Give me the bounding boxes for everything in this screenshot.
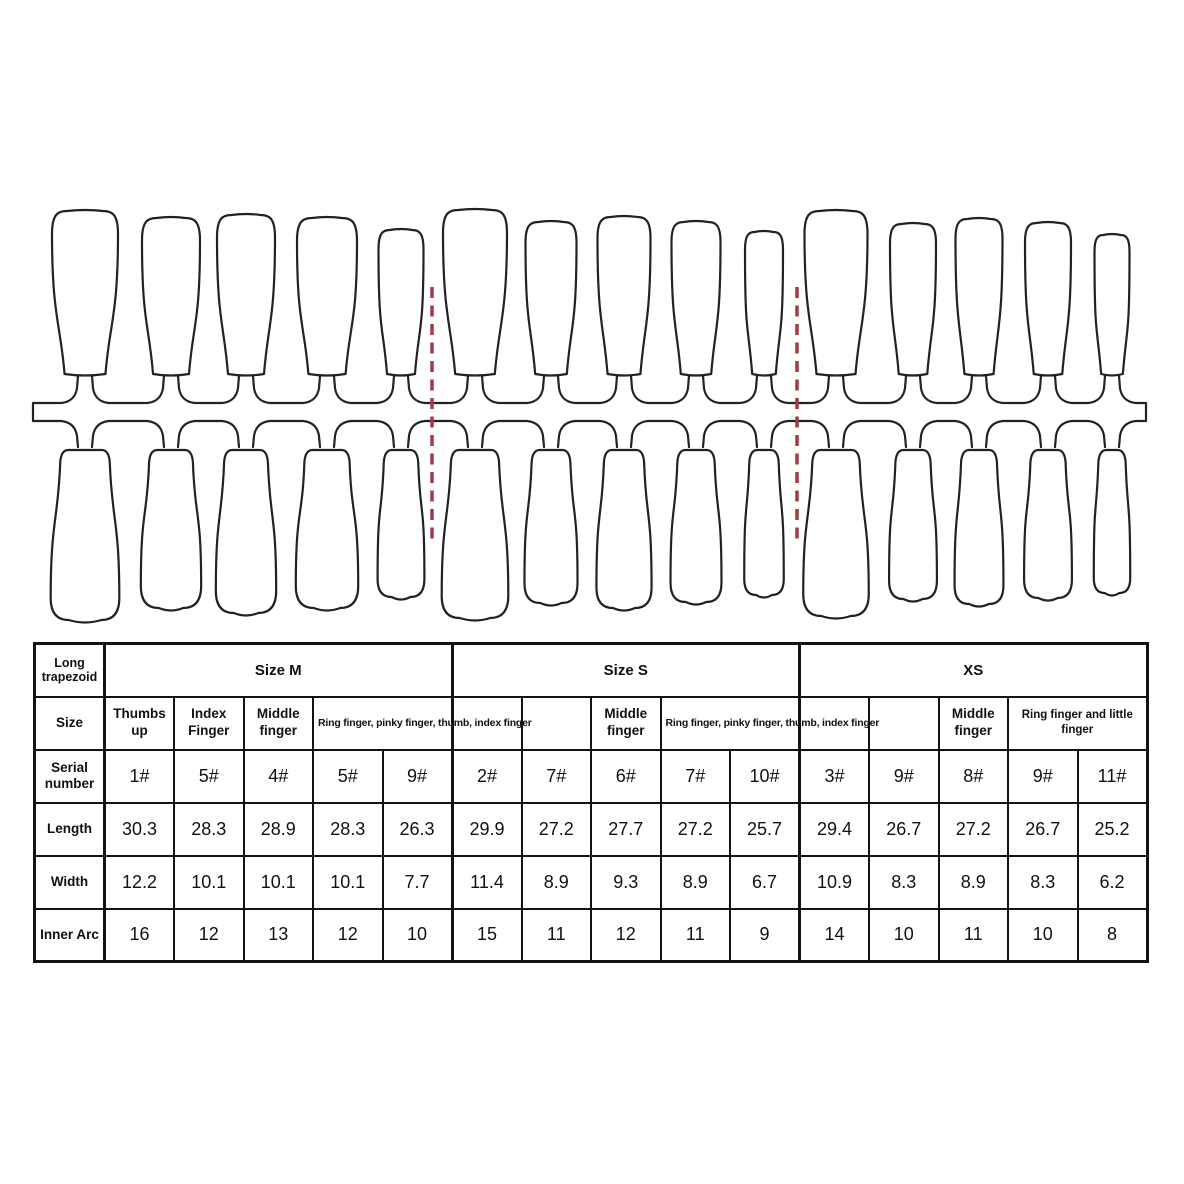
finger-merged-m-label: Ring finger, pinky finger, thumb, index finger xyxy=(318,717,532,729)
bottom-nail-tip xyxy=(955,450,1004,607)
value-cell: 10# xyxy=(730,750,800,803)
value-cell: 11 xyxy=(522,909,592,962)
value-cell: 6.2 xyxy=(1078,856,1148,909)
value-cell: 7# xyxy=(661,750,731,803)
inner-arc-row xyxy=(35,909,1148,962)
value-cell: 27.2 xyxy=(522,803,592,856)
sprue-bar-top-edge xyxy=(33,376,1146,421)
corner-label: Long trapezoid xyxy=(35,644,105,697)
value-cell: 6# xyxy=(591,750,661,803)
value-cell: 5# xyxy=(174,750,244,803)
value-cell: 7# xyxy=(522,750,592,803)
value-cell: 27.2 xyxy=(939,803,1009,856)
finger-middle-xs: Middle finger xyxy=(939,697,1009,750)
value-cell: 5# xyxy=(313,750,383,803)
value-cell: 29.9 xyxy=(452,803,522,856)
finger-merged-xs: Ring finger and little finger xyxy=(1008,697,1147,750)
row-label-inner-arc: Inner Arc xyxy=(35,909,105,962)
size-table xyxy=(33,642,1149,963)
finger-middle-s: Middle finger xyxy=(591,697,661,750)
finger-merged-s-label: Ring finger, pinky finger, thumb, index finger xyxy=(665,717,880,729)
value-cell: 27.7 xyxy=(591,803,661,856)
value-cell: 28.3 xyxy=(174,803,244,856)
value-cell: 26.7 xyxy=(869,803,939,856)
length-row xyxy=(35,803,1148,856)
row-label-length: Length xyxy=(35,803,105,856)
value-cell: 9 xyxy=(730,909,800,962)
value-cell: 10 xyxy=(869,909,939,962)
row-label-serial: Serial number xyxy=(35,750,105,803)
value-cell: 14 xyxy=(800,909,870,962)
top-nail-tip xyxy=(1025,222,1071,376)
bottom-nail-tip xyxy=(51,450,120,623)
bottom-nail-tip xyxy=(378,450,425,600)
value-cell: 12 xyxy=(313,909,383,962)
value-cell: 7.7 xyxy=(383,856,453,909)
bottom-nail-tip xyxy=(889,450,937,602)
value-cell: 8# xyxy=(939,750,1009,803)
sprue-bar-bottom-edge xyxy=(33,421,1146,447)
value-cell: 10.9 xyxy=(800,856,870,909)
value-cell: 9# xyxy=(383,750,453,803)
value-cell: 9.3 xyxy=(591,856,661,909)
top-nail-tip xyxy=(1095,234,1130,376)
top-nail-tip xyxy=(956,218,1003,376)
row-label-width: Width xyxy=(35,856,105,909)
finger-merged-s xyxy=(661,697,880,750)
serial-row xyxy=(35,750,1148,803)
top-nail-tip xyxy=(745,231,783,376)
bottom-nail-tip xyxy=(671,450,722,605)
width-row xyxy=(35,856,1148,909)
value-cell: 1# xyxy=(105,750,175,803)
bottom-nail-tip xyxy=(1094,450,1130,596)
bottom-nail-tip xyxy=(1024,450,1072,601)
value-cell: 9# xyxy=(1008,750,1078,803)
group-size-m: Size M xyxy=(105,644,453,697)
bottom-nail-tip xyxy=(216,450,276,616)
value-cell: 4# xyxy=(244,750,314,803)
value-cell: 15 xyxy=(452,909,522,962)
finger-thumb-m: Thumbs up xyxy=(105,697,175,750)
value-cell: 11.4 xyxy=(452,856,522,909)
value-cell: 10 xyxy=(383,909,453,962)
value-cell: 27.2 xyxy=(661,803,731,856)
row-label-size: Size xyxy=(35,697,105,750)
top-nail-tip xyxy=(379,229,424,376)
value-cell: 3# xyxy=(800,750,870,803)
top-nail-tip xyxy=(526,221,577,376)
value-cell: 8.9 xyxy=(522,856,592,909)
value-cell: 8.3 xyxy=(869,856,939,909)
value-cell: 11 xyxy=(661,909,731,962)
value-cell: 8.9 xyxy=(661,856,731,909)
top-nail-tip xyxy=(598,216,651,376)
value-cell: 28.3 xyxy=(313,803,383,856)
bottom-nail-tip xyxy=(442,450,509,621)
value-cell: 12 xyxy=(174,909,244,962)
value-cell: 10.1 xyxy=(244,856,314,909)
value-cell: 30.3 xyxy=(105,803,175,856)
value-cell: 8.3 xyxy=(1008,856,1078,909)
value-cell: 8 xyxy=(1078,909,1148,962)
value-cell: 6.7 xyxy=(730,856,800,909)
bottom-nail-tip xyxy=(141,450,201,611)
value-cell: 12.2 xyxy=(105,856,175,909)
value-cell: 13 xyxy=(244,909,314,962)
value-cell: 25.7 xyxy=(730,803,800,856)
bottom-nail-tip xyxy=(596,450,651,611)
value-cell: 12 xyxy=(591,909,661,962)
value-cell: 29.4 xyxy=(800,803,870,856)
top-nail-tip xyxy=(672,221,721,376)
top-nail-tip xyxy=(217,214,275,376)
finger-index-m: Index Finger xyxy=(174,697,244,750)
bottom-nail-tip xyxy=(803,450,869,619)
bottom-nail-tip xyxy=(744,450,784,598)
top-nail-tip xyxy=(52,210,118,376)
value-cell: 16 xyxy=(105,909,175,962)
value-cell: 26.3 xyxy=(383,803,453,856)
bottom-nail-tip xyxy=(296,450,358,611)
value-cell: 26.7 xyxy=(1008,803,1078,856)
value-cell: 10.1 xyxy=(313,856,383,909)
top-nail-tip xyxy=(805,210,868,376)
value-cell: 28.9 xyxy=(244,803,314,856)
finger-merged-m xyxy=(313,697,532,750)
top-nail-tip xyxy=(890,223,936,376)
value-cell: 2# xyxy=(452,750,522,803)
bottom-nail-tip xyxy=(524,450,577,606)
value-cell: 10 xyxy=(1008,909,1078,962)
finger-row xyxy=(35,697,1148,750)
value-cell: 8.9 xyxy=(939,856,1009,909)
value-cell: 10.1 xyxy=(174,856,244,909)
group-header-row xyxy=(35,644,1148,697)
value-cell: 9# xyxy=(869,750,939,803)
finger-middle-m: Middle finger xyxy=(244,697,314,750)
value-cell: 25.2 xyxy=(1078,803,1148,856)
group-size-s: Size S xyxy=(452,644,800,697)
value-cell: 11 xyxy=(939,909,1009,962)
top-nail-tip xyxy=(443,209,507,376)
top-nail-tip xyxy=(142,217,200,376)
group-xs: XS xyxy=(800,644,1148,697)
top-nail-tip xyxy=(297,217,357,376)
value-cell: 11# xyxy=(1078,750,1148,803)
